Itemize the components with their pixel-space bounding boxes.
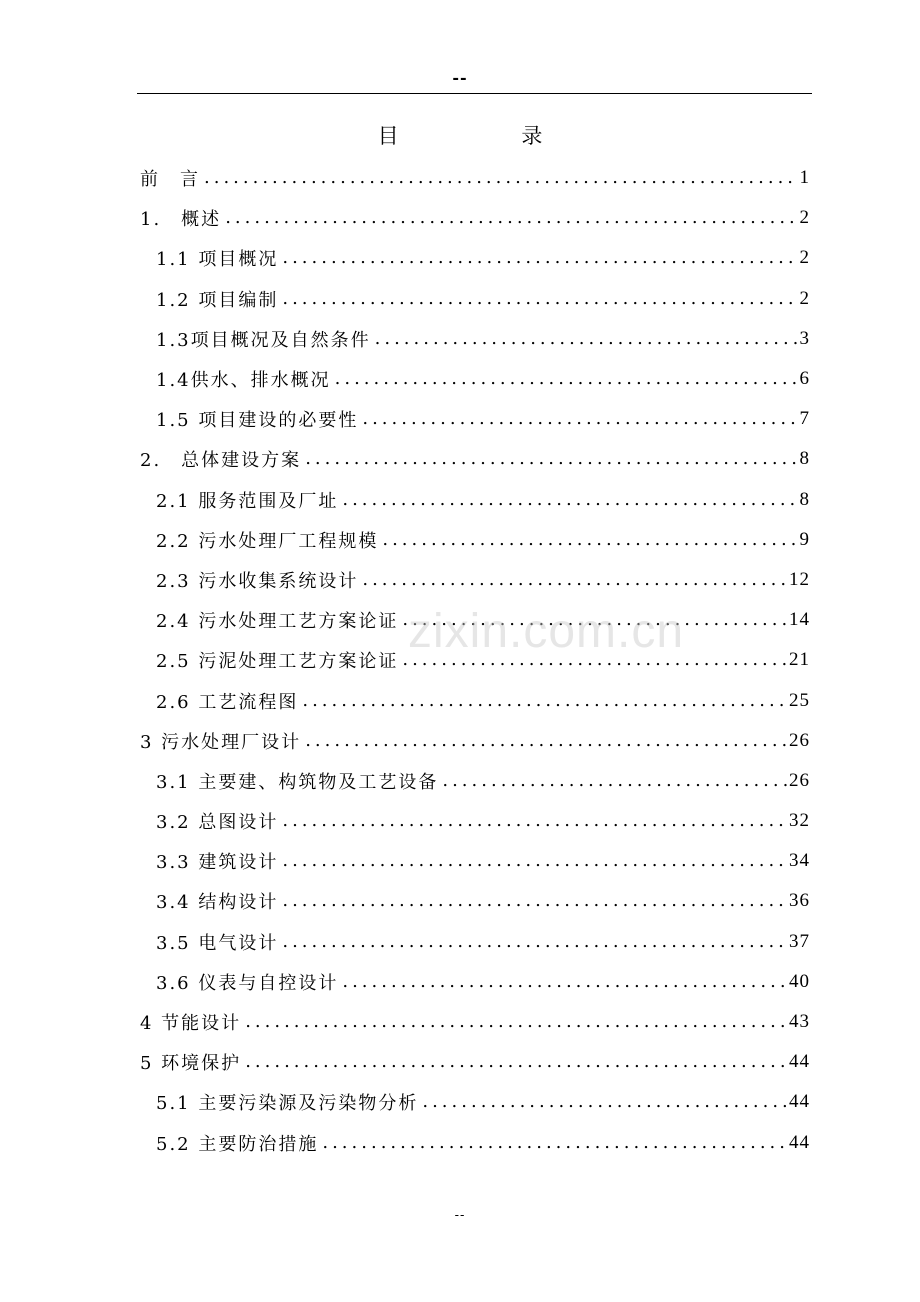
toc-entry-4[interactable] (140, 1002, 810, 1042)
toc-entry-3-5[interactable] (140, 922, 810, 962)
dot-leader (402, 611, 787, 629)
toc-entry-page: 8 (799, 488, 810, 510)
toc-entry-page: 44 (789, 1091, 810, 1113)
dot-leader (225, 209, 797, 227)
toc-entry-1[interactable] (140, 198, 810, 238)
toc-entry-5-2[interactable] (140, 1123, 810, 1163)
dot-leader (375, 330, 798, 348)
toc-entry-1-2[interactable] (140, 279, 810, 319)
toc-entry-page: 8 (799, 448, 810, 470)
toc-entry-page: 6 (799, 368, 810, 390)
dot-leader (382, 531, 797, 549)
toc-entry-label: 2.3 污水收集系统设计 (156, 570, 359, 592)
toc-entry-preface[interactable] (140, 158, 810, 198)
toc-entry-label: 2.4 污水处理工艺方案论证 (156, 611, 399, 633)
toc-entry-2-5[interactable] (140, 640, 810, 680)
page-footer-mark: -- (454, 1208, 466, 1223)
toc-entry-page: 26 (789, 729, 810, 751)
dot-leader (204, 169, 798, 187)
dot-leader (305, 732, 787, 750)
dot-leader (282, 249, 797, 267)
toc-entry-page: 12 (789, 568, 810, 590)
toc-entry-label: 5.2 主要防治措施 (156, 1133, 319, 1155)
toc-entry-page: 1 (799, 167, 810, 189)
toc-entry-3[interactable] (140, 721, 810, 761)
toc-entry-label: 1.5 项目建设的必要性 (156, 410, 359, 432)
toc-entry-page: 2 (799, 287, 810, 309)
toc-entry-3-2[interactable] (140, 801, 810, 841)
dot-leader (342, 973, 787, 991)
toc-entry-label: 1.3项目概况及自然条件 (156, 329, 371, 351)
toc-entry-1-1[interactable] (140, 238, 810, 278)
toc-entry-page: 37 (789, 930, 810, 952)
toc-entry-label: 1.4供水、排水概况 (156, 370, 331, 392)
toc-entry-page: 43 (789, 1011, 810, 1033)
toc-entry-label: 4 节能设计 (140, 1013, 242, 1035)
toc-entry-5[interactable] (140, 1042, 810, 1082)
dot-leader (282, 290, 797, 308)
toc-entry-label: 5.1 主要污染源及污染物分析 (156, 1093, 419, 1115)
dot-leader (305, 450, 797, 468)
toc-entry-2[interactable] (140, 439, 810, 479)
toc-entry-page: 34 (789, 850, 810, 872)
toc-entry-3-4[interactable] (140, 881, 810, 921)
dot-leader (245, 1053, 787, 1071)
dot-leader (282, 933, 787, 951)
toc-entry-page: 7 (799, 408, 810, 430)
dot-leader (362, 571, 787, 589)
toc-entry-page: 2 (799, 207, 810, 229)
dot-leader (282, 812, 787, 830)
toc-entry-2-2[interactable] (140, 520, 810, 560)
toc-entry-1-3[interactable] (140, 319, 810, 359)
toc-entry-2-6[interactable] (140, 680, 810, 720)
toc-entry-1-4[interactable] (140, 359, 810, 399)
watermark: zixin.com.cn (408, 605, 685, 658)
dot-leader (335, 370, 798, 388)
toc-entry-label: 1.1 项目概况 (156, 249, 279, 271)
dot-leader (342, 491, 797, 509)
header-divider (137, 93, 812, 94)
toc-entry-page: 40 (789, 970, 810, 992)
toc-entry-2-4[interactable] (140, 600, 810, 640)
toc-entry-label: 前 言 (140, 169, 200, 191)
toc-entry-label: 3.4 结构设计 (156, 892, 279, 914)
toc-entry-label: 3.2 总图设计 (156, 812, 279, 834)
dot-leader (245, 1013, 787, 1031)
toc-entry-label: 2.5 污泥处理工艺方案论证 (156, 651, 399, 673)
dot-leader (322, 1134, 787, 1152)
toc-entry-label: 1. 概述 (140, 209, 222, 231)
toc-entry-page: 14 (789, 609, 810, 631)
toc-entry-label: 3 污水处理厂设计 (140, 731, 302, 753)
toc-entry-label: 3.6 仪表与自控设计 (156, 972, 339, 994)
toc-entry-label: 2. 总体建设方案 (140, 450, 302, 472)
toc-title: 目 录 (377, 124, 601, 148)
toc-entry-3-1[interactable] (140, 761, 810, 801)
toc-entry-page: 36 (789, 890, 810, 912)
toc-entry-label: 3.5 电气设计 (156, 932, 279, 954)
dot-leader (282, 892, 787, 910)
toc-entry-label: 3.1 主要建、构筑物及工艺设备 (156, 771, 439, 793)
toc-entry-3-3[interactable] (140, 841, 810, 881)
toc-entry-label: 2.1 服务范围及厂址 (156, 490, 339, 512)
page-header-mark: -- (452, 68, 468, 87)
toc-entry-page: 44 (789, 1051, 810, 1073)
toc-entry-label: 5 环境保护 (140, 1053, 242, 1075)
dot-leader (302, 692, 787, 710)
toc-entry-1-5[interactable] (140, 399, 810, 439)
toc-entry-2-1[interactable] (140, 480, 810, 520)
toc-entry-label: 2.6 工艺流程图 (156, 691, 299, 713)
toc-entry-label: 2.2 污水处理厂工程规模 (156, 530, 379, 552)
toc-entry-label: 3.3 建筑设计 (156, 852, 279, 874)
toc-entry-page: 26 (789, 769, 810, 791)
toc-entry-page: 32 (789, 810, 810, 832)
dot-leader (402, 651, 787, 669)
toc-entry-page: 21 (789, 649, 810, 671)
toc-entry-page: 9 (799, 528, 810, 550)
dot-leader (422, 1093, 787, 1111)
toc-entry-page: 44 (789, 1131, 810, 1153)
toc-entry-2-3[interactable] (140, 560, 810, 600)
table-of-contents (140, 158, 810, 1163)
dot-leader (282, 852, 787, 870)
toc-entry-5-1[interactable] (140, 1082, 810, 1122)
toc-entry-page: 3 (799, 327, 810, 349)
toc-entry-page: 25 (789, 689, 810, 711)
toc-entry-page: 2 (799, 247, 810, 269)
toc-entry-label: 1.2 项目编制 (156, 289, 279, 311)
toc-entry-3-6[interactable] (140, 962, 810, 1002)
dot-leader (362, 410, 797, 428)
dot-leader (442, 772, 787, 790)
